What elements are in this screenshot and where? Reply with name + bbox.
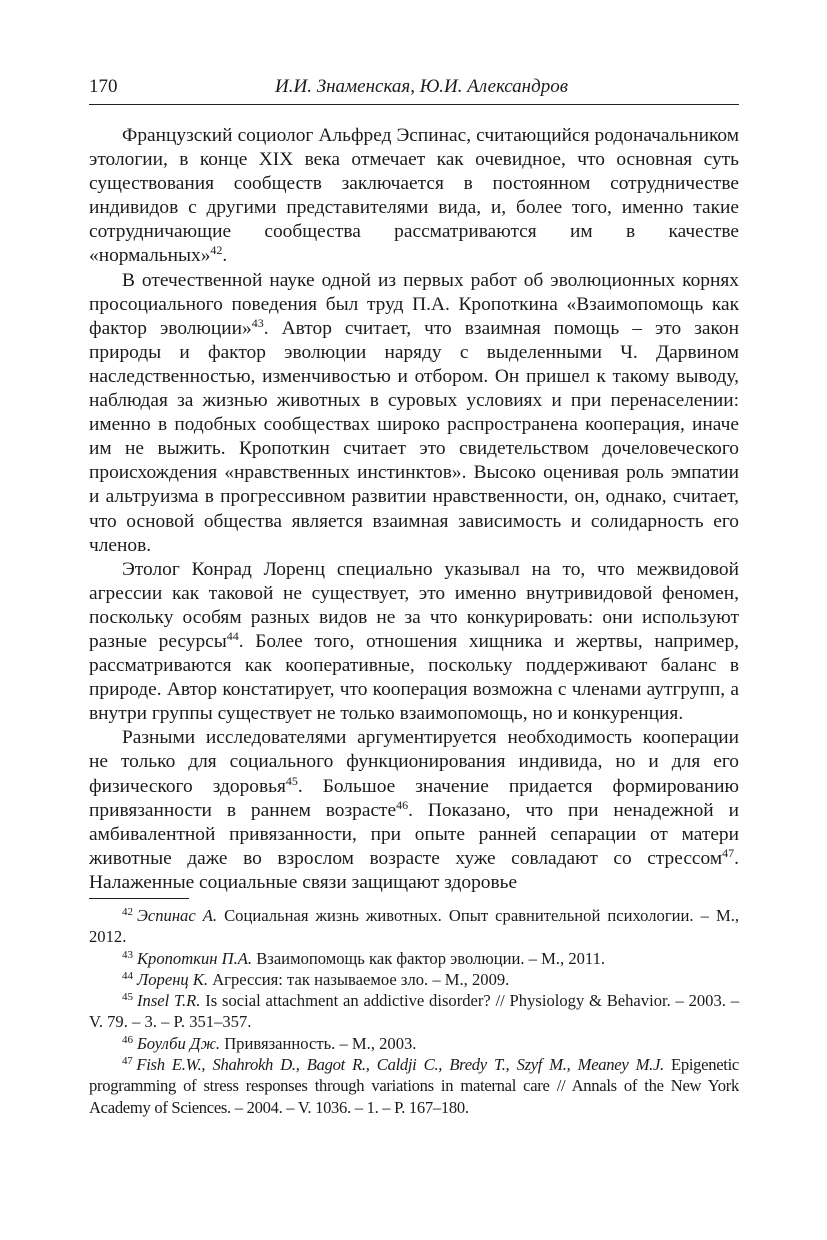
footnote-number: 46 [122,1033,133,1046]
paragraph: В отечественной науке одной из первых работ об эволюционных корнях просоциального поведения был труд П.А. Кропоткина «Взаимопомощь как фактор эволюции»$^{43}$. Автор считает, что взаимная помощь – это закон природы и фактор эволюции наряду с выделенными Ч. Дарвином наследственностью, изменчивостью и отбором. Он пришел к такому выводу, наблюдая за жизнью животных в суровых условиях и при перенаселении: именно в подобных сообществах широко распространена кооперация, иначе им не выжить. Кропоткин считает это свидетельством дочеловеческого происхождения «нравственных инстинктов». Высоко оценивая роль эмпатии и альтруизма в прогрессивном развитии нравственности, он, однако, считает, что основой общества является взаимная зависимость и солидарность его членов. [89,269,739,556]
footnote-number: 45 [122,991,133,1004]
footnote-ref: 44 [226,628,239,643]
footnote-author: Эспинас А. [137,906,218,925]
paragraph: Разными исследователями аргументируется необходимость кооперации не только для социального функционирования индивида, но и для его физического здоровья$^{45}$. Большое значение придается формированию привязанности в раннем возрасте$^{46}$. Показано, что при ненадежной и амбивалентной привязанности, при опыте ранней сепарации от матери животные даже во взрослом возрасте хуже совладают со стрессом$^{47}$. Налаженные социальные связи защищают здоровье [89,727,740,893]
header-rule [89,104,739,105]
footnote-ref: 45 [285,773,298,788]
footnote: $^{42}$ Эспинас А. Социальная жизнь животных. Опыт сравнительной психологии. – М., 2012. [89,906,739,947]
footnote-author: Fish E.W., Shahrokh D., Bagot R., Caldji C., Bredy T., Szyf M., Meaney M.J. [136,1055,664,1075]
footnote-author: Insel T.R. [137,991,201,1011]
page-header [89,76,739,106]
footnote-number: 47 [122,1055,133,1068]
footnote-number: 44 [122,969,133,982]
footnote: $^{43}$ Кропоткин П.А. Взаимопомощь как фактор эволюции. – М., 2011. [122,948,606,968]
footnote-ref: 47 [722,845,735,860]
footnote: $^{46}$ Боулби Дж. Привязанность. – М., 2003. [122,1033,417,1053]
footnote-ref: 46 [396,797,409,812]
footnote: $^{47}$ Fish E.W., Shahrokh D., Bagot R., Caldji C., Bredy T., Szyf M., Meaney M.J. Epigenetic programming of stress responses through variations in maternal care // Annals of the New York Academy of Sciences. – 2004. – V. 1036. – 1. – P. 167–180. [89,1055,739,1117]
footnotes [89,905,739,1118]
page-number: 170 [89,76,118,97]
footnote-author: Лоренц К. [137,969,209,989]
running-head: И.И. Знаменская, Ю.И. Александров [275,76,568,97]
paragraph: Французский социолог Альфред Эспинас, считающийся родоначальником этологии, в конце XIX века отмечает как очевидное, что основная суть существования сообществ заключается в постоянном сотрудничестве индивидов с другими представителями вида, и, более того, именно такие сотрудничающие сообщества рассматриваются им в качестве «нормальных»$^{42}$. [89,125,739,267]
paragraph: Этолог Конрад Лоренц специально указывал на то, что межвидовой агрессии как таковой не существует, это именно внутривидовой феномен, поскольку особям разных видов не за что конкурировать: они используют разные ресурсы$^{44}$. Более того, отношения хищника и жертвы, например, рассматриваются как кооперативные, поскольку поддерживают баланс в природе. Автор констатирует, что кооперация возможна с членами аутгрупп, а внутри группы существует не только взаимопомощь, но и конкуренция. [89,558,739,725]
footnote-number: 42 [122,906,133,918]
footnote-ref: 42 [210,243,223,258]
footnote: $^{44}$ Лоренц К. Агрессия: так называемое зло. – М., 2009. [122,969,510,989]
footnote-author: Кропоткин П.А. [137,948,253,968]
footnote-ref: 43 [251,315,264,330]
footnote-author: Боулби Дж. [137,1033,221,1053]
footnote-rule [89,898,189,899]
footnote: $^{45}$ Insel T.R. Is social attachment an addictive disorder? // Physiology & Behavior. – 2003. – V. 79. – 3. – P. 351–357. [89,991,739,1032]
main-text [89,124,739,895]
footnote-number: 43 [122,948,133,961]
